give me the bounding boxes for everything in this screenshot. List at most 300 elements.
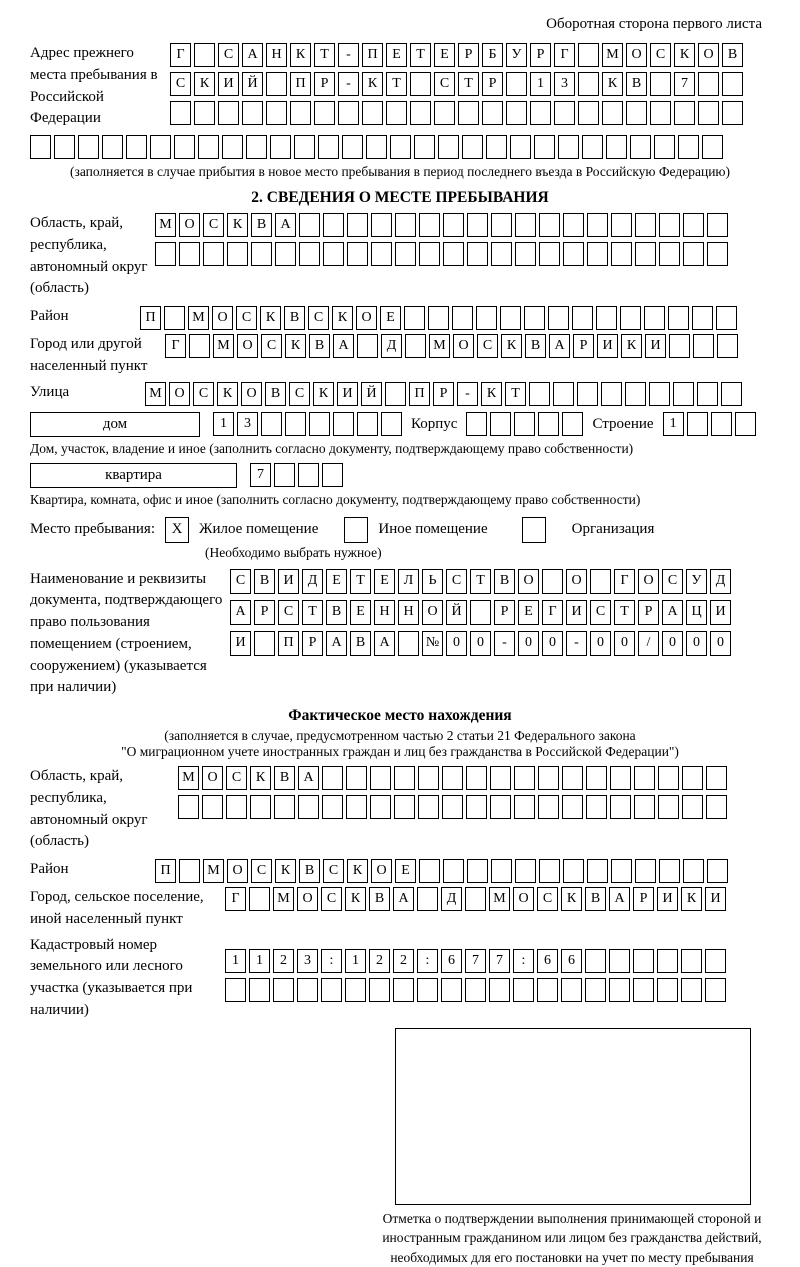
apartment-note: Квартира, комната, офис и иное (заполнить согласно документу, подтверждающему право собственности) xyxy=(30,492,800,508)
char-cell xyxy=(586,766,607,790)
char-cell xyxy=(419,213,440,237)
char-cell: О xyxy=(566,569,587,594)
char-cell: 7 xyxy=(489,949,510,973)
char-cell xyxy=(395,242,416,266)
char-cell: О xyxy=(356,306,377,330)
char-cell xyxy=(650,101,671,125)
char-cell xyxy=(658,766,679,790)
char-cell xyxy=(357,412,378,436)
char-cell: - xyxy=(494,631,515,656)
char-cell: Р xyxy=(302,631,323,656)
char-cell: В xyxy=(284,306,305,330)
street-row xyxy=(145,382,742,406)
char-cell xyxy=(467,859,488,883)
actual-city-row xyxy=(225,887,726,911)
char-cell xyxy=(658,795,679,819)
apartment-field-box: квартира xyxy=(30,463,237,488)
char-cell xyxy=(678,135,699,159)
cadastral-label: Кадастровый номер земельного или лесного участка (указывается при наличии) xyxy=(30,935,225,1022)
char-cell xyxy=(266,101,287,125)
char-cell xyxy=(562,766,583,790)
city-row xyxy=(165,334,738,358)
char-cell: 0 xyxy=(662,631,683,656)
char-cell xyxy=(126,135,147,159)
checkbox-other-premises xyxy=(344,517,368,543)
char-cell xyxy=(538,766,559,790)
char-cell xyxy=(458,101,479,125)
region-block xyxy=(30,213,800,300)
char-cell: О xyxy=(638,569,659,594)
region-row-1 xyxy=(155,213,728,237)
char-cell: Г xyxy=(170,43,191,67)
char-cell: Ь xyxy=(422,569,443,594)
char-cell xyxy=(338,101,359,125)
char-cell xyxy=(225,978,246,1002)
char-cell: В xyxy=(350,631,371,656)
char-cell: Н xyxy=(374,600,395,625)
char-cell xyxy=(298,463,319,487)
char-cell: П xyxy=(278,631,299,656)
char-cell xyxy=(393,978,414,1002)
char-cell xyxy=(587,213,608,237)
char-cell xyxy=(202,795,223,819)
char-cell xyxy=(78,135,99,159)
char-cell: П xyxy=(409,382,430,406)
char-cell: Т xyxy=(386,72,407,96)
char-cell xyxy=(633,978,654,1002)
form-page xyxy=(0,16,800,1196)
char-cell xyxy=(419,242,440,266)
char-cell xyxy=(218,101,239,125)
char-cell: 3 xyxy=(554,72,575,96)
char-cell xyxy=(611,859,632,883)
char-cell: Т xyxy=(314,43,335,67)
char-cell: Д xyxy=(710,569,731,594)
char-cell xyxy=(273,978,294,1002)
char-cell xyxy=(333,412,354,436)
char-cell xyxy=(417,887,438,911)
char-cell xyxy=(561,978,582,1002)
char-cell xyxy=(246,135,267,159)
char-cell: К xyxy=(347,859,368,883)
char-cell xyxy=(649,382,670,406)
char-cell: И xyxy=(710,600,731,625)
char-cell: В xyxy=(309,334,330,358)
char-cell xyxy=(722,101,743,125)
char-cell xyxy=(620,306,641,330)
char-cell xyxy=(318,135,339,159)
char-cell: - xyxy=(457,382,478,406)
char-cell xyxy=(465,978,486,1002)
char-cell xyxy=(659,242,680,266)
char-cell xyxy=(490,412,511,436)
actual-region-row-2 xyxy=(178,795,727,819)
char-cell: С xyxy=(230,569,251,594)
house-number-cells xyxy=(213,412,402,436)
char-cell: М xyxy=(489,887,510,911)
char-cell: А xyxy=(275,213,296,237)
city-label: Город или другой населенный пункт xyxy=(30,334,165,378)
char-cell: Е xyxy=(380,306,401,330)
char-cell: И xyxy=(657,887,678,911)
char-cell: М xyxy=(155,213,176,237)
char-cell: И xyxy=(597,334,618,358)
stamp-box xyxy=(395,1028,751,1205)
char-cell xyxy=(386,101,407,125)
char-cell xyxy=(428,306,449,330)
char-cell: И xyxy=(645,334,666,358)
char-cell xyxy=(164,306,185,330)
char-cell xyxy=(362,101,383,125)
char-cell xyxy=(370,766,391,790)
char-cell xyxy=(418,795,439,819)
char-cell xyxy=(650,72,671,96)
char-cell xyxy=(155,242,176,266)
char-cell: А xyxy=(662,600,683,625)
char-cell: Р xyxy=(458,43,479,67)
char-cell: К xyxy=(501,334,522,358)
char-cell xyxy=(674,101,695,125)
char-cell: 0 xyxy=(686,631,707,656)
char-cell xyxy=(491,242,512,266)
char-cell xyxy=(698,72,719,96)
cadastral-block xyxy=(30,935,800,1022)
char-cell: С xyxy=(251,859,272,883)
char-cell: К xyxy=(621,334,642,358)
char-cell xyxy=(366,135,387,159)
actual-location-note-2: "О миграционном учете иностранных граждан и лиц без гражданства в Российской Федерации") xyxy=(0,744,800,760)
char-cell xyxy=(178,795,199,819)
char-cell xyxy=(722,72,743,96)
char-cell xyxy=(266,72,287,96)
char-cell xyxy=(342,135,363,159)
char-cell xyxy=(290,101,311,125)
char-cell: С xyxy=(236,306,257,330)
char-cell xyxy=(587,859,608,883)
char-cell: И xyxy=(218,72,239,96)
char-cell: Н xyxy=(398,600,419,625)
char-cell: В xyxy=(326,600,347,625)
char-cell: О xyxy=(518,569,539,594)
char-cell xyxy=(345,978,366,1002)
char-cell: Б xyxy=(482,43,503,67)
char-cell xyxy=(514,795,535,819)
char-cell xyxy=(682,795,703,819)
char-cell xyxy=(274,463,295,487)
char-cell xyxy=(534,135,555,159)
char-cell xyxy=(369,978,390,1002)
actual-district-block xyxy=(30,859,800,883)
char-cell: М xyxy=(188,306,209,330)
char-cell xyxy=(716,306,737,330)
char-cell: К xyxy=(345,887,366,911)
char-cell: К xyxy=(285,334,306,358)
char-cell xyxy=(548,306,569,330)
char-cell xyxy=(673,382,694,406)
char-cell xyxy=(466,766,487,790)
char-cell xyxy=(452,306,473,330)
char-cell: С xyxy=(226,766,247,790)
char-cell xyxy=(285,412,306,436)
char-cell: Р xyxy=(254,600,275,625)
char-cell xyxy=(179,859,200,883)
char-cell: М xyxy=(429,334,450,358)
actual-region-label: Область, край, республика, автономный округ (область) xyxy=(30,766,178,853)
char-cell xyxy=(515,242,536,266)
char-cell xyxy=(553,382,574,406)
prev-address-row-4 xyxy=(30,135,800,159)
char-cell xyxy=(486,135,507,159)
char-cell: Т xyxy=(350,569,371,594)
char-cell: Г xyxy=(225,887,246,911)
korpus-label: Корпус xyxy=(411,416,457,433)
char-cell xyxy=(270,135,291,159)
char-cell: 7 xyxy=(674,72,695,96)
char-cell xyxy=(102,135,123,159)
char-cell xyxy=(697,382,718,406)
char-cell: Е xyxy=(386,43,407,67)
document-block xyxy=(30,569,800,700)
char-cell xyxy=(491,213,512,237)
char-cell xyxy=(490,795,511,819)
char-cell xyxy=(601,382,622,406)
char-cell xyxy=(414,135,435,159)
char-cell: О xyxy=(626,43,647,67)
char-cell xyxy=(357,334,378,358)
char-cell: Й xyxy=(361,382,382,406)
char-cell xyxy=(321,978,342,1002)
actual-city-block xyxy=(30,887,800,931)
char-cell: Й xyxy=(446,600,467,625)
char-cell xyxy=(203,242,224,266)
char-cell: О xyxy=(202,766,223,790)
char-cell: Е xyxy=(350,600,371,625)
char-cell xyxy=(562,795,583,819)
char-cell xyxy=(323,242,344,266)
char-cell xyxy=(530,101,551,125)
char-cell: А xyxy=(230,600,251,625)
korpus-cells xyxy=(466,412,583,436)
char-cell: С xyxy=(590,600,611,625)
region-label: Область, край, республика, автономный округ (область) xyxy=(30,213,155,300)
char-cell xyxy=(626,101,647,125)
char-cell xyxy=(538,795,559,819)
char-cell: В xyxy=(251,213,272,237)
char-cell xyxy=(299,242,320,266)
char-cell xyxy=(443,242,464,266)
char-cell: А xyxy=(549,334,570,358)
char-cell xyxy=(294,135,315,159)
char-cell xyxy=(506,101,527,125)
char-cell: - xyxy=(566,631,587,656)
char-cell: О xyxy=(237,334,258,358)
char-cell: 6 xyxy=(537,949,558,973)
char-cell xyxy=(585,978,606,1002)
char-cell xyxy=(299,213,320,237)
char-cell xyxy=(510,135,531,159)
char-cell: П xyxy=(362,43,383,67)
char-cell xyxy=(470,600,491,625)
char-cell: К xyxy=(681,887,702,911)
char-cell: К xyxy=(194,72,215,96)
char-cell: Р xyxy=(314,72,335,96)
apartment-cells xyxy=(250,463,343,487)
char-cell: М xyxy=(213,334,234,358)
char-cell: 6 xyxy=(441,949,462,973)
char-cell xyxy=(609,978,630,1002)
char-cell xyxy=(222,135,243,159)
char-cell xyxy=(322,463,343,487)
char-cell: А xyxy=(393,887,414,911)
char-cell: М xyxy=(145,382,166,406)
char-cell: Г xyxy=(165,334,186,358)
char-cell xyxy=(443,859,464,883)
char-cell xyxy=(490,766,511,790)
actual-district-row xyxy=(155,859,728,883)
char-cell: С xyxy=(434,72,455,96)
char-cell: Р xyxy=(573,334,594,358)
char-cell xyxy=(466,795,487,819)
char-cell: М xyxy=(178,766,199,790)
char-cell xyxy=(381,412,402,436)
char-cell xyxy=(194,43,215,67)
char-cell xyxy=(410,101,431,125)
char-cell xyxy=(390,135,411,159)
char-cell: О xyxy=(179,213,200,237)
char-cell xyxy=(489,978,510,1002)
char-cell xyxy=(322,766,343,790)
char-cell xyxy=(693,334,714,358)
char-cell xyxy=(174,135,195,159)
char-cell xyxy=(405,334,426,358)
district-row xyxy=(140,306,737,330)
char-cell xyxy=(438,135,459,159)
char-cell: О xyxy=(422,600,443,625)
char-cell: О xyxy=(241,382,262,406)
char-cell xyxy=(198,135,219,159)
char-cell: : xyxy=(417,949,438,973)
char-cell: В xyxy=(369,887,390,911)
cadastral-row-1 xyxy=(225,949,726,973)
char-cell: И xyxy=(566,600,587,625)
char-cell xyxy=(385,382,406,406)
char-cell: Е xyxy=(395,859,416,883)
char-cell: 7 xyxy=(250,463,271,487)
char-cell xyxy=(635,859,656,883)
char-cell xyxy=(500,306,521,330)
char-cell: 1 xyxy=(249,949,270,973)
char-cell xyxy=(54,135,75,159)
char-cell: Е xyxy=(374,569,395,594)
char-cell: Т xyxy=(302,600,323,625)
option-residential-label: Жилое помещение xyxy=(199,521,318,538)
char-cell: 0 xyxy=(614,631,635,656)
char-cell: С xyxy=(323,859,344,883)
char-cell xyxy=(189,334,210,358)
char-cell xyxy=(476,306,497,330)
char-cell: С xyxy=(662,569,683,594)
char-cell xyxy=(515,859,536,883)
char-cell: Е xyxy=(434,43,455,67)
char-cell: И xyxy=(705,887,726,911)
char-cell xyxy=(410,72,431,96)
char-cell: О xyxy=(453,334,474,358)
char-cell: С xyxy=(170,72,191,96)
char-cell xyxy=(226,795,247,819)
char-cell xyxy=(467,242,488,266)
char-cell xyxy=(654,135,675,159)
char-cell: К xyxy=(260,306,281,330)
char-cell: : xyxy=(513,949,534,973)
char-cell: Р xyxy=(638,600,659,625)
char-cell xyxy=(434,101,455,125)
char-cell: У xyxy=(686,569,707,594)
street-label: Улица xyxy=(30,382,145,404)
prev-address-block xyxy=(30,43,800,130)
char-cell: С xyxy=(537,887,558,911)
char-cell: К xyxy=(290,43,311,67)
char-cell: С xyxy=(477,334,498,358)
district-label: Район xyxy=(30,306,140,328)
char-cell: № xyxy=(422,631,443,656)
cadastral-row-2 xyxy=(225,978,726,1002)
char-cell xyxy=(683,242,704,266)
char-cell xyxy=(683,213,704,237)
char-cell xyxy=(668,306,689,330)
char-cell: О xyxy=(212,306,233,330)
char-cell: С xyxy=(203,213,224,237)
char-cell: В xyxy=(626,72,647,96)
char-cell: С xyxy=(218,43,239,67)
char-cell: 1 xyxy=(225,949,246,973)
char-cell xyxy=(30,135,51,159)
char-cell: В xyxy=(722,43,743,67)
char-cell: Г xyxy=(542,600,563,625)
char-cell xyxy=(513,978,534,1002)
document-row-2 xyxy=(230,600,731,625)
checkbox-organization xyxy=(522,517,546,543)
stamp-caption: Отметка о подтверждении выполнения принимающей стороной и иностранным гражданином или лицом без гражданства действий, необходимых для его постановки на учет по месту пребывания xyxy=(370,1209,774,1267)
char-cell xyxy=(170,101,191,125)
char-cell xyxy=(634,795,655,819)
char-cell xyxy=(692,306,713,330)
char-cell: Т xyxy=(410,43,431,67)
char-cell: Р xyxy=(433,382,454,406)
char-cell xyxy=(249,887,270,911)
char-cell: 7 xyxy=(465,949,486,973)
char-cell xyxy=(633,949,654,973)
char-cell: М xyxy=(602,43,623,67)
char-cell xyxy=(529,382,550,406)
char-cell xyxy=(706,766,727,790)
char-cell xyxy=(467,213,488,237)
option-organization-label: Организация xyxy=(572,521,655,538)
char-cell: Д xyxy=(302,569,323,594)
char-cell xyxy=(707,213,728,237)
city-block xyxy=(30,334,800,378)
char-cell xyxy=(562,412,583,436)
char-cell: С xyxy=(193,382,214,406)
char-cell xyxy=(395,213,416,237)
char-cell: К xyxy=(227,213,248,237)
char-cell xyxy=(506,72,527,96)
char-cell: А xyxy=(298,766,319,790)
actual-region-row-1 xyxy=(178,766,727,790)
char-cell: 1 xyxy=(530,72,551,96)
char-cell: А xyxy=(333,334,354,358)
char-cell: Р xyxy=(633,887,654,911)
char-cell xyxy=(542,569,563,594)
